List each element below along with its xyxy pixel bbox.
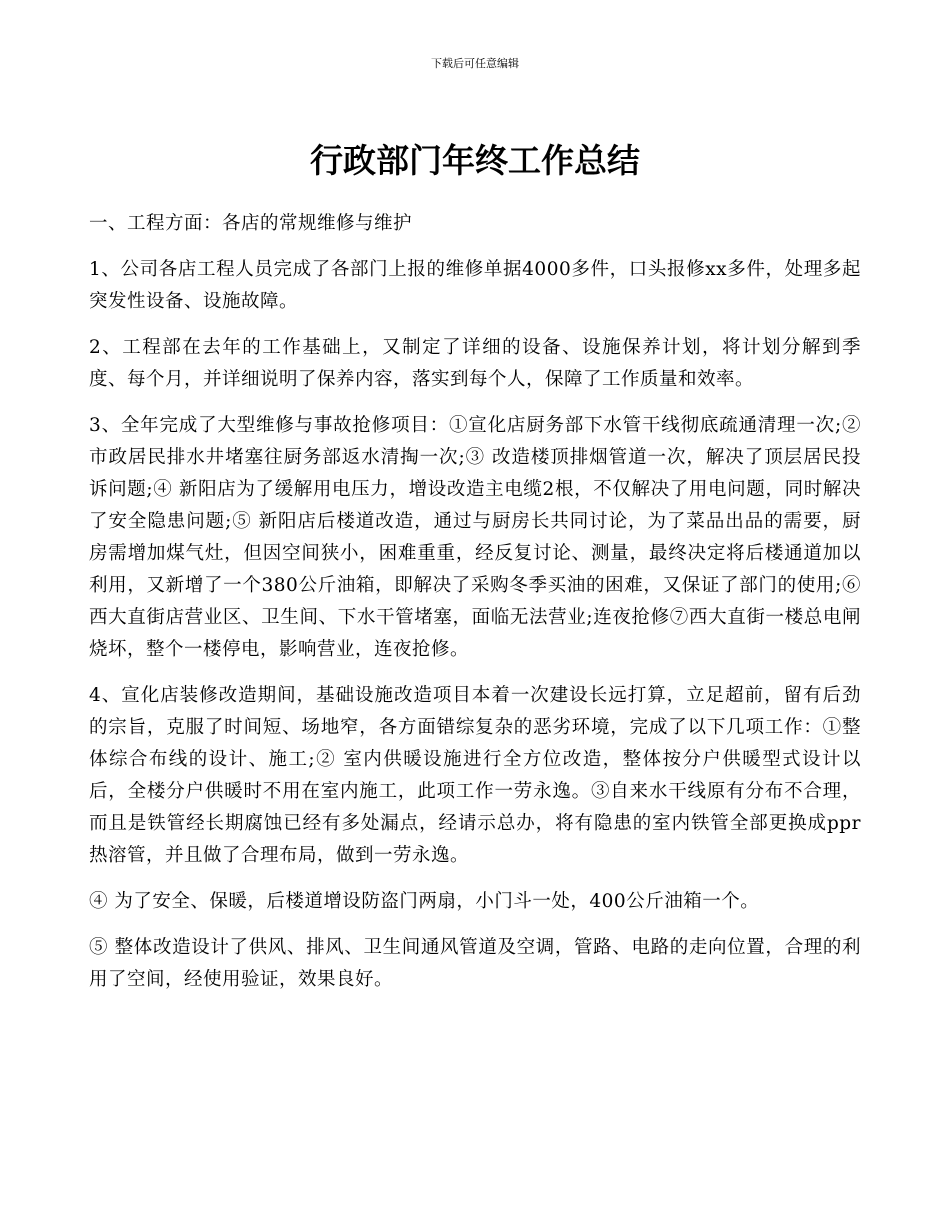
paragraph-1: 1、公司各店工程人员完成了各部门上报的维修单据4000多件，口头报修xx多件，处理多起突发性设备、设施故障。 bbox=[89, 259, 861, 312]
header-note: 下载后可任意编辑 bbox=[431, 57, 519, 70]
section-heading-engineering: 一、工程方面：各店的常规维修与维护 bbox=[89, 213, 413, 234]
document-title: 行政部门年终工作总结 bbox=[310, 141, 640, 180]
paragraph-2: 2、工程部在去年的工作基础上，又制定了详细的设备、设施保养计划，将计划分解到季度、每个月，并详细说明了保养内容，落实到每个人，保障了工作质量和效率。 bbox=[89, 337, 861, 390]
paragraph-4: 4、宣化店装修改造期间，基础设施改造项目本着一次建设长远打算，立足超前，留有后劲的宗旨，克服了时间短、场地窄，各方面错综复杂的恶劣环境，完成了以下几项工作：①整体综合布线的设计、施工;② 室内供暖设施进行全方位改造，整体按分户供暖型式设计以后，全楼分户供暖时不用在室内施工，此项工作一劳永逸。③自来水干线原有分布不合理，而且是铁管经长期腐蚀已经有多处漏点，经请示总办，将有隐患的室内铁管全部更换成ppr热溶管，并且做了合理布局，做到一劳永逸。 bbox=[89, 685, 861, 866]
document-body bbox=[89, 208, 861, 1010]
paragraph-3: 3、全年完成了大型维修与事故抢修项目：①宣化店厨务部下水管干线彻底疏通清理一次;② 市政居民排水井堵塞往厨务部返水清掏一次;③ 改造楼顶排烟管道一次，解决了顶层居民投诉问题;④ 新阳店为了缓解用电压力，增设改造主电缆2根，不仅解决了用电问题，同时解决了安全隐患问题;⑤ 新阳店后楼道改造，通过与厨房长共同讨论，为了菜品出品的需要，厨房需增加煤气灶，但因空间狭小，困难重重，经反复讨论、测量，最终决定将后楼通道加以利用，又新增了一个380公斤油箱，即解决了采购冬季买油的困难，又保证了部门的使用;⑥ 西大直街店营业区、卫生间、下水干管堵塞，面临无法营业;连夜抢修⑦西大直街一楼总电闸烧坏，整个一楼停电，影响营业，连夜抢修。 bbox=[89, 415, 861, 660]
paragraph-4-item-4: ④ 为了安全、保暖，后楼道增设防盗门两扇，小门斗一处，400公斤油箱一个。 bbox=[89, 891, 760, 912]
paragraph-4-item-5: ⑤ 整体改造设计了供风、排风、卫生间通风管道及空调，管路、电路的走向位置，合理的利用了空间，经使用验证，效果良好。 bbox=[89, 937, 861, 990]
